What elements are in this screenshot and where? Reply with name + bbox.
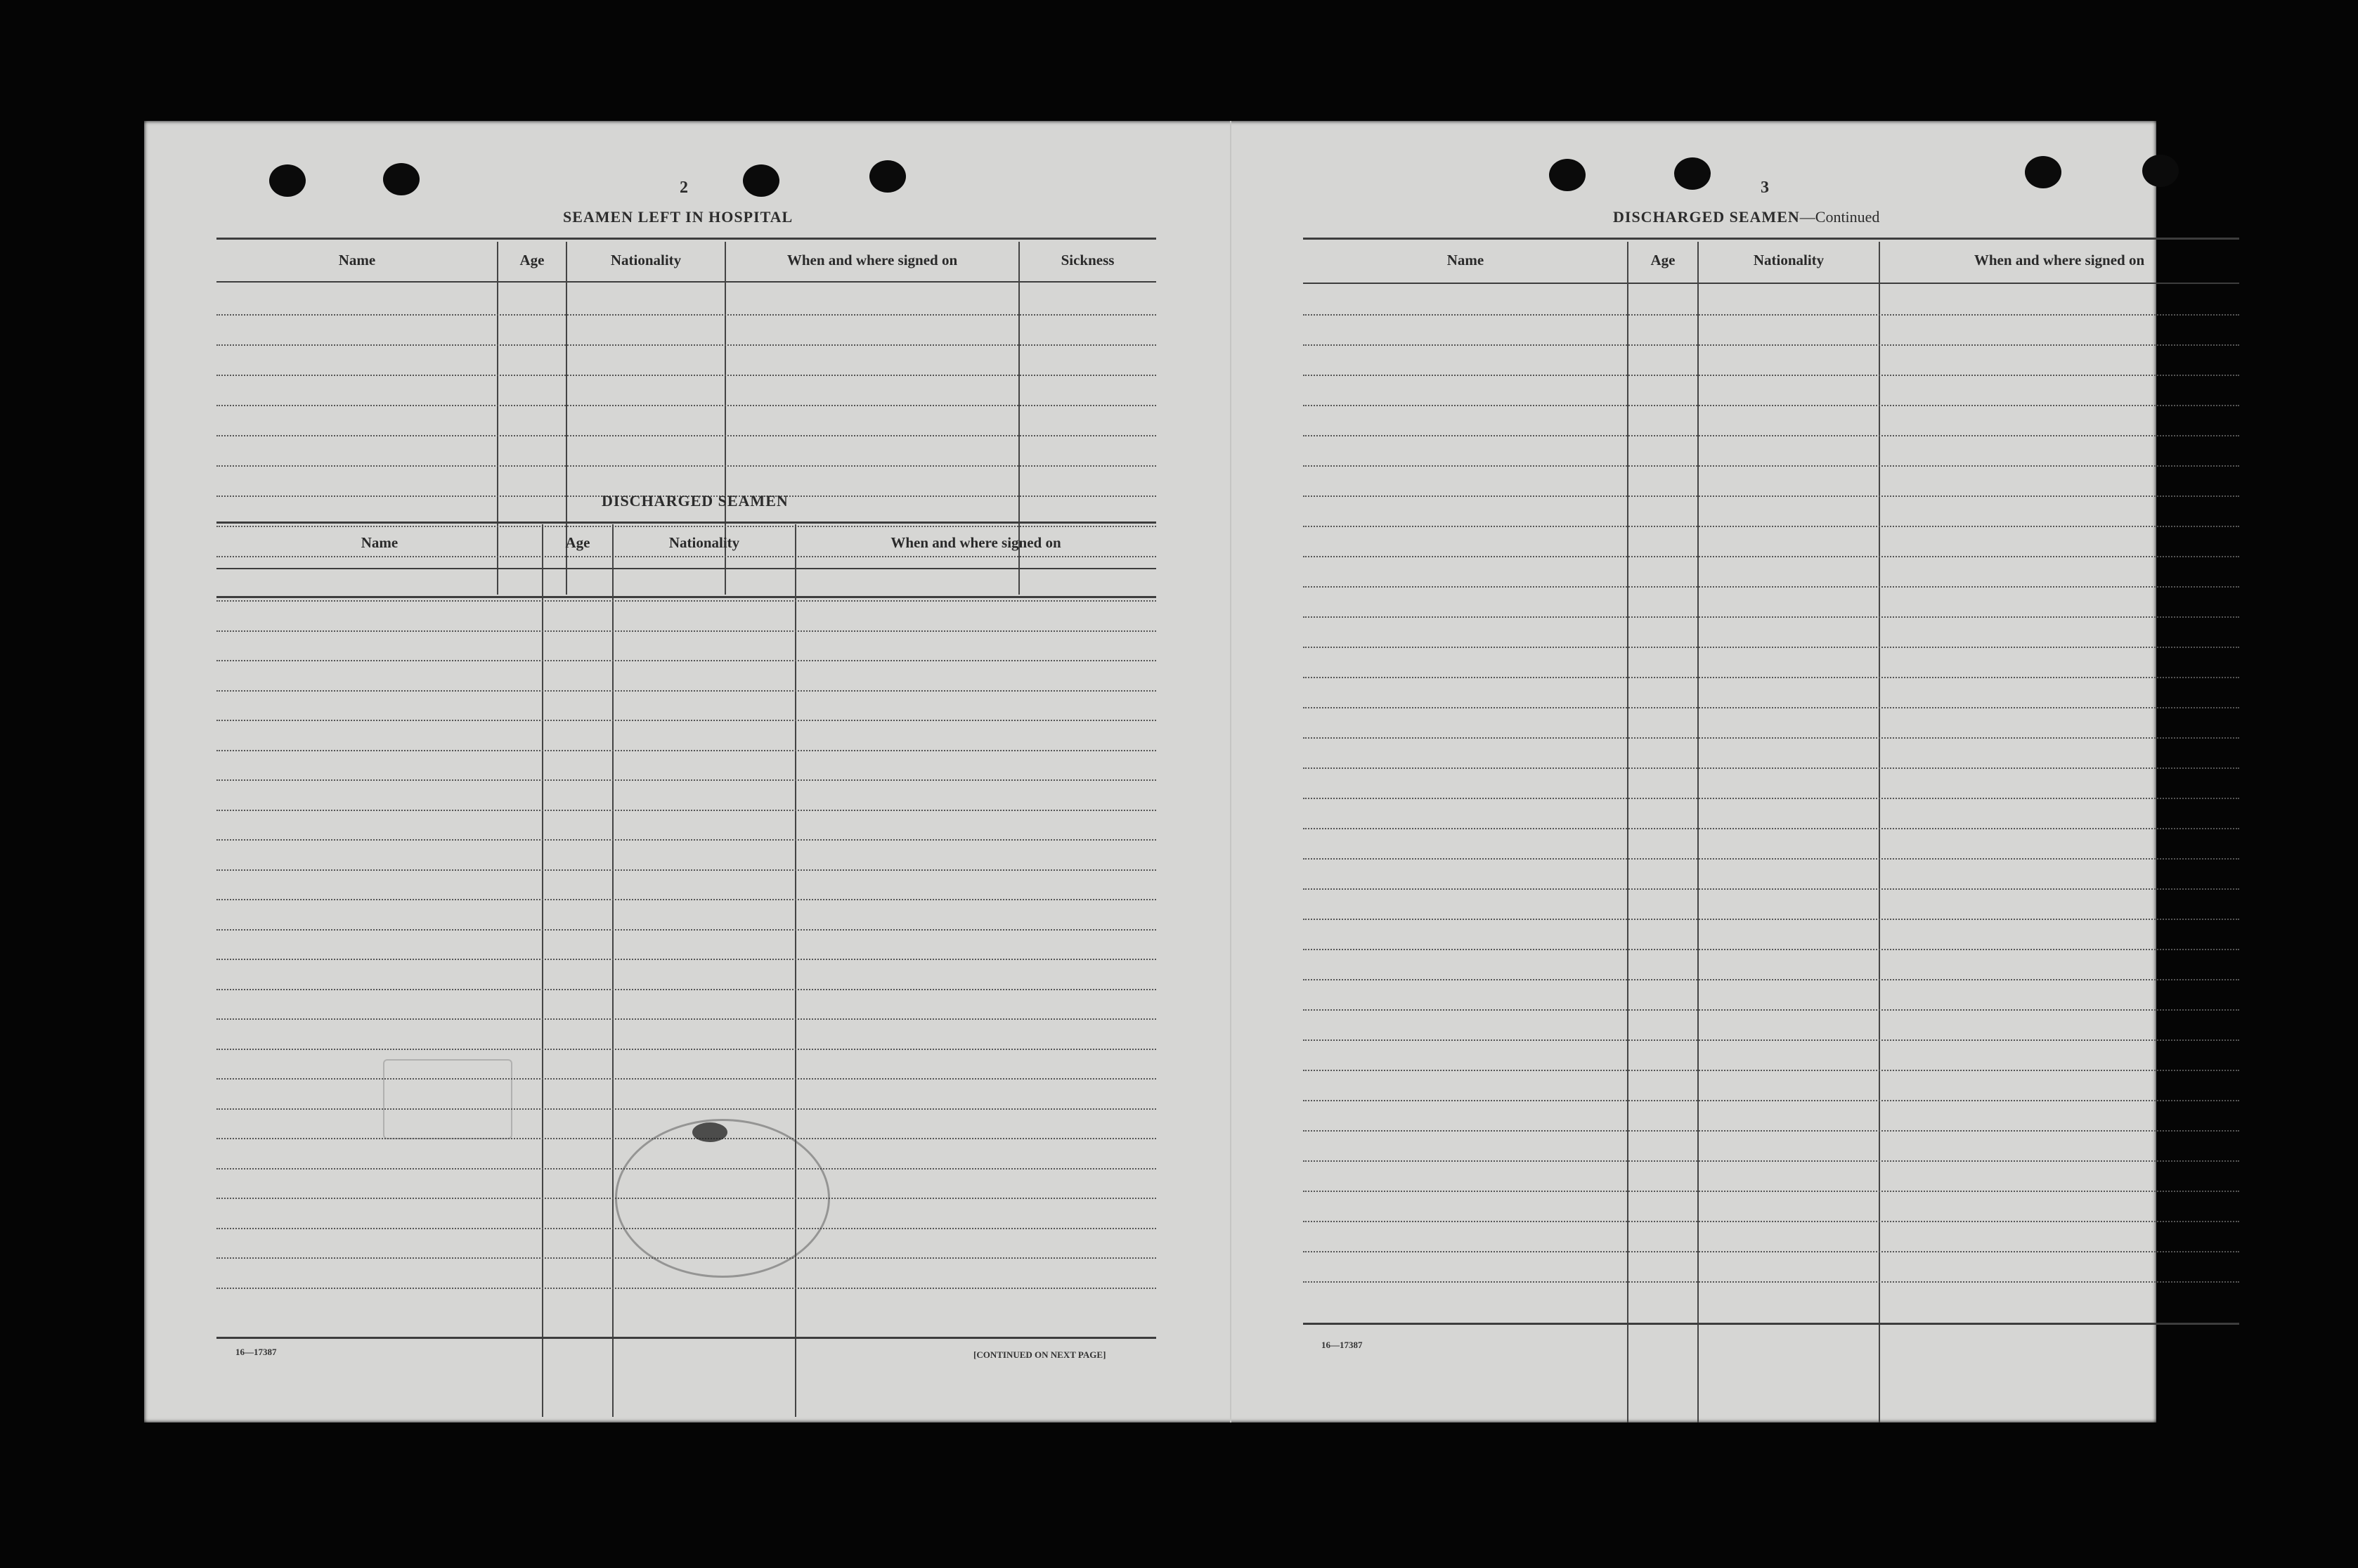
ruled-line: [216, 435, 1156, 436]
right-header-underline: [1303, 283, 2239, 284]
discharged-col-divider: [612, 524, 614, 1417]
discharged-col-name: Name: [361, 534, 399, 551]
ruled-line: [1303, 556, 2239, 557]
right-form-number: 16—17387: [1321, 1340, 1363, 1350]
hospital-col-sickness: Sickness: [1061, 252, 1115, 268]
punch-hole: [2025, 156, 2061, 188]
right-col-when-where: When and where signed on: [1974, 252, 2145, 268]
ruled-line: [216, 526, 1156, 527]
right-col-nationality: Nationality: [1753, 252, 1825, 268]
ruled-line: [216, 899, 1156, 900]
ruled-line: [1303, 949, 2239, 950]
right-section-title-suffix: —Continued: [1799, 208, 1880, 226]
ruled-line: [216, 779, 1156, 781]
ruled-line: [1303, 767, 2239, 769]
right-col-age: Age: [1650, 252, 1676, 268]
right-col-divider: [1879, 242, 1880, 1423]
hospital-col-age: Age: [519, 252, 545, 268]
punch-hole: [1549, 159, 1586, 191]
right-section-title-main: DISCHARGED SEAMEN: [1613, 208, 1800, 226]
ruled-line: [1303, 344, 2239, 346]
ruled-line: [216, 1108, 1156, 1110]
ruled-line: [1303, 707, 2239, 708]
received-stamp: [383, 1059, 512, 1139]
continued-note: [CONTINUED ON NEXT PAGE]: [973, 1349, 1106, 1360]
ruled-line: [1303, 1221, 2239, 1222]
left-page-number: 2: [680, 179, 688, 197]
ruled-line: [216, 869, 1156, 871]
ruled-line: [1303, 888, 2239, 890]
ruled-line: [1303, 1251, 2239, 1252]
ruled-line: [1303, 1160, 2239, 1162]
ruled-line: [216, 690, 1156, 692]
ruled-line: [216, 660, 1156, 661]
discharged-table-bottom-border: [216, 1337, 1156, 1339]
left-form-number: 16—17387: [235, 1347, 277, 1357]
ruled-line: [1303, 647, 2239, 648]
hospital-col-nationality: Nationality: [610, 252, 682, 268]
ruled-line: [216, 989, 1156, 990]
discharged-section-title: DISCHARGED SEAMEN: [602, 492, 789, 510]
ruled-line: [1303, 495, 2239, 497]
ruled-line: [1303, 465, 2239, 467]
ruled-line: [1303, 616, 2239, 618]
ruled-line: [1303, 314, 2239, 316]
ruled-line: [1303, 1100, 2239, 1101]
hospital-section-title: SEAMEN LEFT IN HOSPITAL: [563, 208, 793, 226]
discharged-col-age: Age: [565, 534, 590, 551]
ruled-line: [1303, 828, 2239, 829]
ruled-line: [1303, 1009, 2239, 1011]
ruled-line: [216, 405, 1156, 406]
discharged-col-divider: [795, 524, 796, 1417]
discharged-col-divider: [542, 524, 543, 1417]
hospital-table-bottom-border: [216, 596, 1156, 598]
ruled-line: [1303, 1070, 2239, 1071]
ruled-line: [216, 375, 1156, 376]
punch-hole: [269, 164, 306, 197]
ruled-line: [1303, 375, 2239, 376]
punch-hole: [1674, 157, 1711, 190]
punch-hole: [2142, 155, 2179, 187]
ruled-line: [1303, 1130, 2239, 1132]
postmark-stamp: [615, 1119, 830, 1278]
ruled-line: [1303, 1039, 2239, 1041]
ruled-line: [1303, 798, 2239, 799]
ruled-line: [216, 556, 1156, 557]
hospital-header-underline: [216, 281, 1156, 283]
right-col-name: Name: [1446, 252, 1484, 268]
right-table-top-border: [1303, 238, 2239, 240]
ruled-line: [1303, 586, 2239, 588]
hospital-col-name: Name: [338, 252, 376, 268]
right-section-title: [1613, 208, 1879, 226]
ruled-line: [1303, 1191, 2239, 1192]
document-sheet: [144, 121, 2156, 1423]
discharged-header-underline: [216, 568, 1156, 569]
ruled-line: [1303, 526, 2239, 527]
right-table-bottom-border: [1303, 1323, 2239, 1325]
ruled-line: [1303, 979, 2239, 980]
discharged-col-nationality: Nationality: [668, 534, 740, 551]
ruled-line: [216, 810, 1156, 811]
ruled-line: [1303, 858, 2239, 860]
ruled-line: [216, 465, 1156, 467]
discharged-table-top-border: [216, 521, 1156, 524]
ink-blot: [692, 1122, 727, 1142]
ruled-line: [1303, 1281, 2239, 1283]
ruled-line: [216, 314, 1156, 316]
ruled-line: [216, 1288, 1156, 1289]
right-col-divider: [1697, 242, 1699, 1423]
ruled-line: [216, 750, 1156, 751]
punch-hole: [743, 164, 779, 197]
ruled-line: [216, 959, 1156, 960]
ruled-line: [216, 839, 1156, 841]
ruled-line: [1303, 405, 2239, 406]
ruled-line: [216, 344, 1156, 346]
ruled-line: [1303, 737, 2239, 739]
hospital-col-when-where: When and where signed on: [786, 252, 958, 268]
center-fold: [1230, 121, 1231, 1423]
ruled-line: [1303, 677, 2239, 678]
ruled-line: [216, 1078, 1156, 1080]
ruled-line: [1303, 435, 2239, 436]
ruled-line: [216, 1018, 1156, 1020]
punch-hole: [383, 163, 420, 195]
right-col-divider: [1627, 242, 1628, 1423]
punch-hole: [869, 160, 906, 193]
ruled-line: [216, 630, 1156, 632]
ruled-line: [216, 600, 1156, 602]
discharged-col-when-where: When and where signed on: [890, 534, 1061, 551]
hospital-table-top-border: [216, 238, 1156, 240]
right-page-number: 3: [1761, 179, 1769, 197]
ruled-line: [1303, 919, 2239, 920]
ruled-line: [216, 929, 1156, 931]
ruled-line: [216, 1049, 1156, 1050]
ruled-line: [216, 720, 1156, 721]
